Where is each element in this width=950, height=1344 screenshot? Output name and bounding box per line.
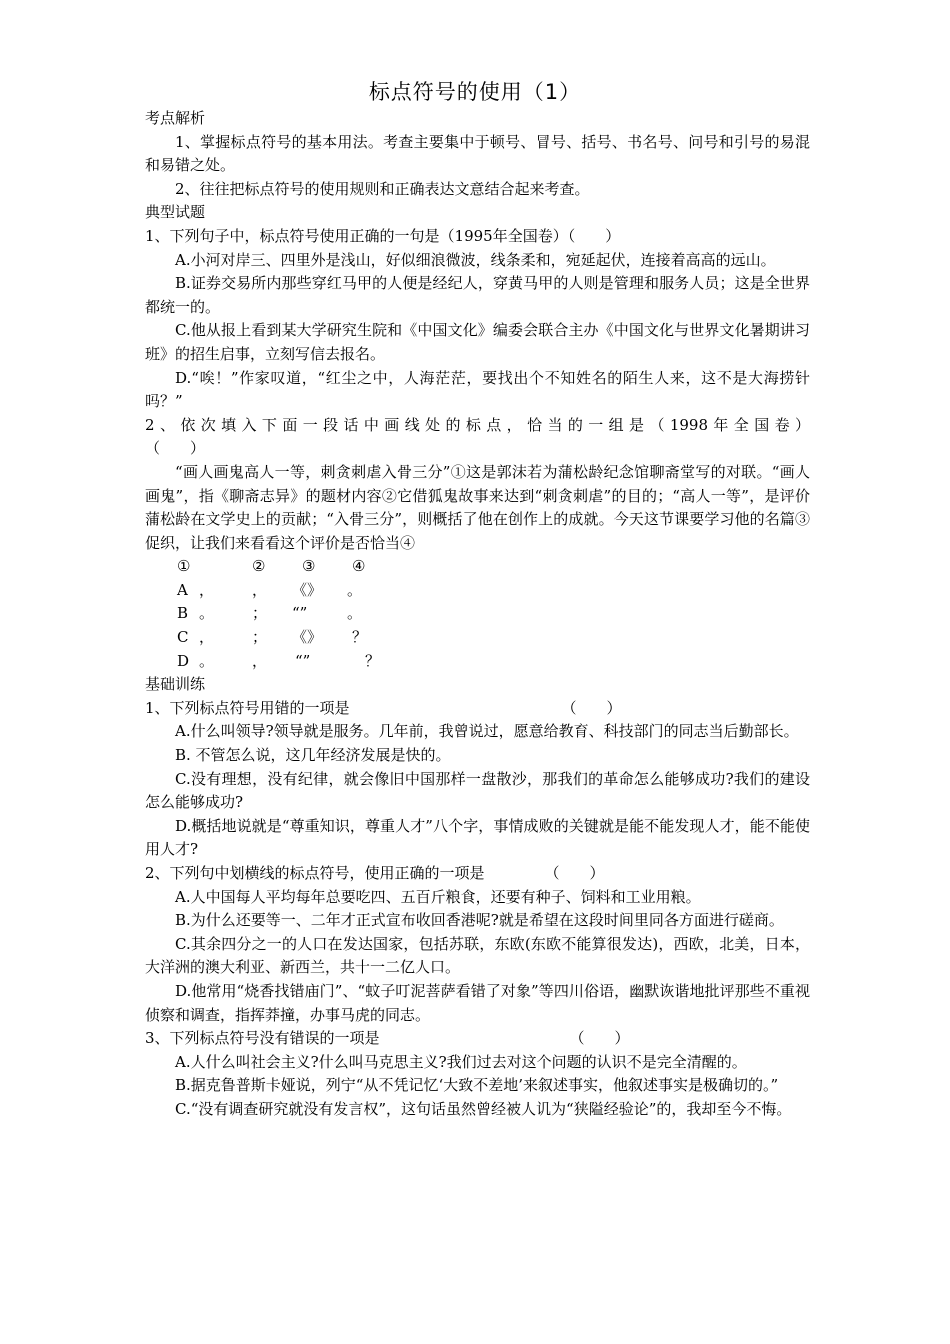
answer-paren: （ ） [544,864,605,882]
options-header-cell: ② [252,557,266,576]
option-cell: ， [252,580,268,599]
basic-question-3-option-c: C.“没有调查研究就没有发言权”，这句话虽然曾经被人讥为“狭隘经验论”的，我却至今不悔。 [175,1099,792,1118]
options-header-cell: ③ [302,557,316,576]
option-cell: 。 [347,604,363,623]
answer-paren: （ ） [569,1029,630,1048]
option-letter: D [177,651,190,670]
question-1-option-d: D.“唉！”作家叹道，“红尘之中，人海茫茫，要找出个不知姓名的陌生人来，这不是大海捞针吗？” [145,368,810,411]
basic-question-2-option-b: B.为什么还要等一、二年才正式宣布收回香港呢?就是希望在这段时间里同各方面进行磋商。 [175,911,784,930]
basic-question-1-stem [145,697,810,721]
answer-paren: （ ） [561,698,622,717]
analysis-point-2: 2、往往把标点符号的使用规则和正确表达文意结合起来考查。 [175,179,590,198]
basic-question-2-option-a: A.人中国每人平均每年总要吃四、五百斤粮食，还要有种子、饲料和工业用粮。 [175,887,701,906]
basic-question-2-stem [145,862,810,886]
basic-question-1-option-b: B. 不管怎么说，这几年经济发展是快的。 [175,746,451,765]
basic-question-3-stem [145,1027,810,1051]
question-1-option-a: A.小河对岸三、四里外是浅山，好似细浪微波，线条柔和，宛延起伏，连接着高高的远山。 [175,250,776,269]
option-letter: C [177,628,189,647]
section-heading-analysis: 考点解析 [145,109,206,127]
basic-question-1-option-d: D.概括地说就是“尊重知识，尊重人才”八个字，事情成败的关键就是能不能发现人才，能不能使用人才? [145,816,810,859]
question-2-stem: 2、依次填入下面一段话中画线处的标点，恰当的一组是（1998年全国卷） [145,415,810,434]
basic-question-2-option-d: D.他常用“烧香找错庙门”、“蚊子叮泥菩萨看错了对象”等四川俗语，幽默诙谐地批评那些不重视侦察和调查，指挥莽撞，办事马虎的同志。 [145,981,810,1024]
question-1-stem: 1、下列句子中，标点符号使用正确的一句是（1995年全国卷）（ ） [145,226,621,245]
question-2-paren: （ ） [145,439,206,458]
options-row [145,650,810,674]
options-row [145,602,810,626]
option-cell: ， [252,651,268,670]
section-heading-typical: 典型试题 [145,203,206,222]
options-header-row [145,555,810,579]
option-cell: 《》 [292,580,323,599]
option-cell: 《》 [292,628,323,647]
option-cell: 。 [199,604,215,623]
basic-question-3-text: 3、下列标点符号没有错误的一项是 [145,1029,380,1048]
options-header-cell: ④ [352,557,366,576]
basic-question-3-option-b: B.据克鲁普斯卡娅说，列宁“从不凭记忆‘大致不差地’来叙述事实，他叙述事实是极确切的。” [175,1076,779,1095]
option-cell: ； [252,604,268,623]
document-body [145,107,810,1122]
options-row [145,626,810,650]
option-cell: ？ [352,628,368,647]
option-cell: “” [292,604,308,623]
option-cell: ； [252,628,268,647]
option-letter: A [177,580,188,599]
options-row [145,579,810,603]
question-1-option-b: B.证券交易所内那些穿红马甲的人便是经纪人，穿黄马甲的人则是管理和服务人员；这是全世界都统一的。 [145,274,810,316]
option-cell: ？ [365,651,381,670]
question-1-option-c: C.他从报上看到某大学研究生院和《中国文化》编委会联合主办《中国文化与世界文化暑期讲习班》的招生启事，立刻写信去报名。 [145,321,810,363]
options-header-cell: ① [177,557,191,576]
basic-question-2-option-c: C.其余四分之一的人口在发达国家，包括苏联，东欧(东欧不能算很发达)，西欧，北美，日本，大洋洲的澳大利亚、新西兰，共十一二亿人口。 [145,934,810,977]
analysis-point-1: 1、掌握标点符号的基本用法。考查主要集中于顿号、冒号、括号、书名号、问号和引号的易混和易错之处。 [145,132,810,175]
basic-question-3-option-a: A.人什么叫社会主义?什么叫马克思主义?我们过去对这个问题的认识不是完全清醒的。 [175,1052,747,1071]
option-cell: “” [295,651,311,670]
basic-question-1-option-a: A.什么叫领导?领导就是服务。几年前，我曾说过，愿意给教育、科技部门的同志当后勤部长。 [175,722,799,741]
option-cell: ， [199,628,215,647]
option-cell: 。 [199,651,215,670]
basic-question-1-text: 1、下列标点符号用错的一项是 [145,698,350,717]
question-2-passage: “画人画鬼高人一等，刺贪刺虐入骨三分”①这是郭沫若为蒲松龄纪念馆聊斋堂写的对联。“画人画鬼”，指《聊斋志异》的题材内容②它借狐鬼故事来达到“刺贪刺虐”的目的；“高人一等”，是评价蒲松龄在文学史上的贡献；“入骨三分”，则概括了他在创作上的成就。今天这节课要学习他的名篇③促织，让我们来看看这个评价是否恰当④ [145,462,810,552]
option-cell: 。 [347,580,363,599]
question-2-options-table [145,555,810,673]
section-heading-basic: 基础训练 [145,675,206,694]
option-cell: ， [199,580,215,599]
basic-question-1-option-c: C.没有理想，没有纪律，就会像旧中国那样一盘散沙，那我们的革命怎么能够成功?我们的建设怎么能够成功? [145,769,810,812]
page-title: 标点符号的使用（1） [368,80,582,104]
basic-question-2-text: 2、下列句中划横线的标点符号，使用正确的一项是 [145,864,485,882]
option-letter: B [177,604,189,623]
